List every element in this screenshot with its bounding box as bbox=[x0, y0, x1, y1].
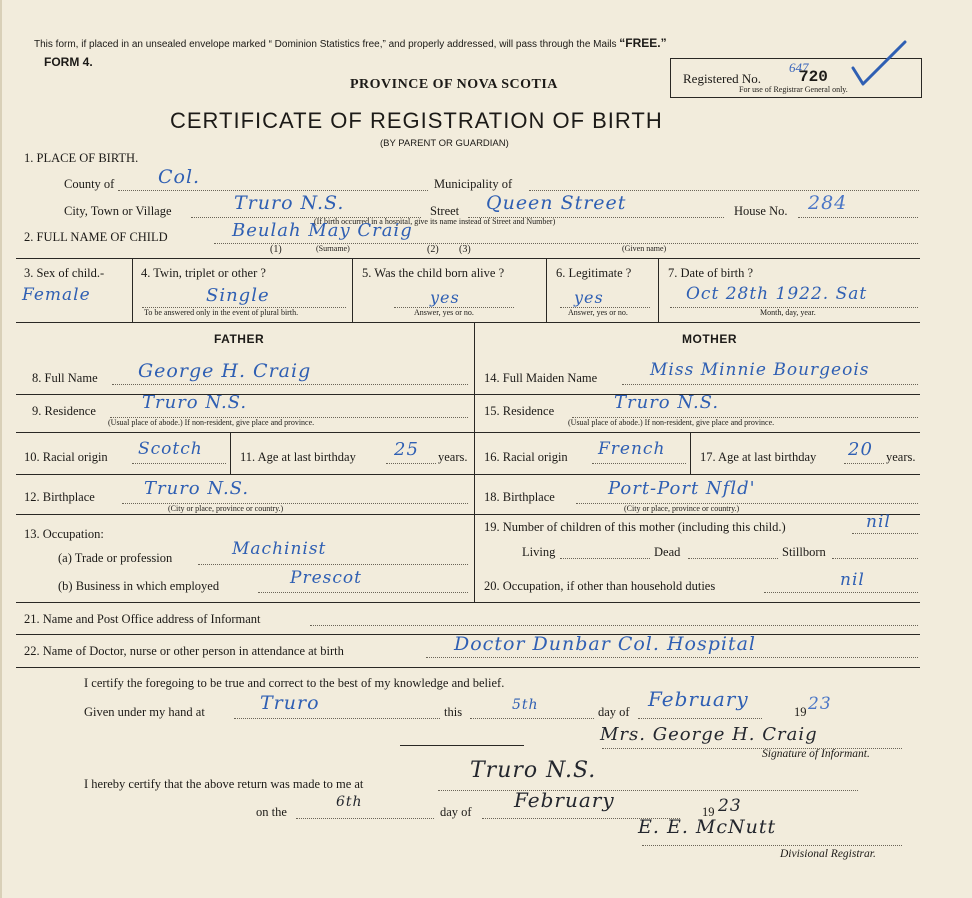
row-22-bottom-border bbox=[16, 667, 920, 668]
street-value: Queen Street bbox=[486, 192, 627, 214]
row-10-bottom-border bbox=[16, 474, 920, 475]
mother-residence-label: 15. Residence bbox=[484, 404, 555, 418]
father-birthplace-value: Truro N.S. bbox=[144, 478, 250, 499]
living-label: Living bbox=[522, 545, 556, 559]
twin-value: Single bbox=[206, 285, 270, 306]
informant-signature-label: Signature of Informant. bbox=[762, 748, 870, 760]
mother-racial-label: 16. Racial origin bbox=[484, 450, 568, 464]
date-of-birth-label: 7. Date of birth ? bbox=[668, 266, 754, 280]
on-day-line bbox=[296, 818, 434, 819]
living-line bbox=[560, 558, 650, 559]
mother-age-label: 17. Age at last birthday bbox=[700, 450, 817, 464]
mother-occupation-label: 20. Occupation, if other than household duties bbox=[484, 579, 716, 593]
street-note: (If birth occurred in a hospital, give its name instead of Street and Number) bbox=[314, 217, 556, 226]
father-residence-note: (Usual place of abode.) If non-resident, give place and province. bbox=[108, 418, 315, 427]
registrar-label: Divisional Registrar. bbox=[780, 848, 876, 860]
on-month-value: February bbox=[514, 788, 615, 812]
form-number: FORM 4. bbox=[44, 55, 93, 69]
father-years-label: years. bbox=[438, 450, 468, 464]
given-place-line bbox=[234, 718, 440, 719]
dead-label: Dead bbox=[654, 545, 681, 559]
father-business-value: Prescot bbox=[290, 568, 362, 588]
given-month-value: February bbox=[648, 687, 749, 711]
stillborn-label: Stillborn bbox=[782, 545, 826, 559]
this-label: this bbox=[444, 705, 463, 719]
father-heading: FATHER bbox=[214, 332, 265, 346]
father-age-label: 11. Age at last birthday bbox=[240, 450, 356, 464]
father-trade-line bbox=[198, 564, 468, 565]
father-birthplace-label: 12. Birthplace bbox=[24, 490, 95, 504]
province-heading: PROVINCE OF NOVA SCOTIA bbox=[350, 77, 558, 92]
county-line bbox=[118, 190, 428, 191]
given-under-label: Given under my hand at bbox=[84, 705, 205, 719]
mother-name-value: Miss Minnie Bourgeois bbox=[650, 360, 870, 380]
born-alive-value: yes bbox=[430, 288, 460, 307]
registrar-signature: E. E. McNutt bbox=[638, 816, 777, 838]
legitimate-value: yes bbox=[574, 288, 604, 307]
mail-notice bbox=[34, 37, 667, 50]
father-trade-label: (a) Trade or profession bbox=[58, 551, 173, 565]
mother-age-value: 20 bbox=[848, 439, 873, 460]
twin-note: To be answered only in the event of plural birth. bbox=[144, 308, 299, 317]
mail-notice-text: This form, if placed in an unsealed envelope marked “ Dominion Statistics free,” and properly addressed, will pass through the Mails bbox=[34, 39, 620, 50]
mother-heading: MOTHER bbox=[682, 332, 737, 346]
father-age-value: 25 bbox=[394, 439, 419, 460]
county-value: Col. bbox=[158, 166, 201, 188]
stillborn-line bbox=[832, 558, 918, 559]
mother-occupation-line bbox=[764, 592, 918, 593]
child-name-mark-1: (1) bbox=[270, 244, 282, 255]
surname-note: (Surname) bbox=[316, 244, 350, 253]
municipality-label: Municipality of bbox=[434, 177, 513, 191]
municipality-line bbox=[529, 190, 919, 191]
place-of-birth-label: 1. PLACE OF BIRTH. bbox=[24, 151, 139, 165]
date-of-birth-note: Month, day, year. bbox=[760, 308, 816, 317]
certify-statement: I certify the foregoing to be true and correct to the best of my knowledge and belief. bbox=[84, 676, 505, 690]
mother-children-line bbox=[852, 533, 918, 534]
given-day-line bbox=[470, 718, 594, 719]
row-3-bottom-border bbox=[16, 322, 920, 323]
informant-line bbox=[310, 625, 918, 626]
given-day-of-label: day of bbox=[598, 705, 630, 719]
mother-residence-value: Truro N.S. bbox=[614, 392, 720, 413]
mother-racial-divider bbox=[690, 432, 691, 474]
doctor-value: Doctor Dunbar Col. Hospital bbox=[454, 633, 756, 655]
father-age-line bbox=[386, 463, 436, 464]
mother-children-value: nil bbox=[866, 512, 891, 532]
doctor-line bbox=[426, 657, 918, 658]
legitimate-note: Answer, yes or no. bbox=[568, 308, 628, 317]
county-label: County of bbox=[64, 177, 115, 191]
given-month-line bbox=[638, 718, 762, 719]
hereby-certify-statement: I hereby certify that the above return was made to me at bbox=[84, 777, 364, 791]
registrar-general-note: For use of Registrar General only. bbox=[739, 85, 848, 94]
mother-occupation-value: nil bbox=[840, 570, 865, 590]
father-trade-value: Machinist bbox=[232, 539, 327, 559]
registered-number-overwrite: 647 bbox=[789, 60, 809, 75]
sex-value: Female bbox=[22, 285, 91, 305]
row-3-divider-4 bbox=[658, 258, 659, 322]
seal-line bbox=[400, 745, 524, 746]
date-of-birth-value: Oct 28th 1922. Sat bbox=[686, 284, 868, 304]
father-racial-value: Scotch bbox=[138, 439, 203, 459]
row-12-bottom-border bbox=[16, 514, 920, 515]
on-day-value: 6th bbox=[336, 794, 363, 810]
row-3-divider-2 bbox=[352, 258, 353, 322]
father-business-label: (b) Business in which employed bbox=[58, 579, 220, 593]
child-name-label: 2. FULL NAME OF CHILD bbox=[24, 230, 168, 244]
mother-birthplace-note: (City or place, province or country.) bbox=[624, 504, 740, 513]
mother-birthplace-label: 18. Birthplace bbox=[484, 490, 555, 504]
blue-checkmark-icon bbox=[847, 38, 911, 94]
mother-racial-line bbox=[592, 463, 686, 464]
on-year-value: 23 bbox=[718, 796, 742, 816]
father-name-label: 8. Full Name bbox=[32, 371, 98, 385]
father-occupation-label: 13. Occupation: bbox=[24, 527, 104, 541]
city-label: City, Town or Village bbox=[64, 204, 172, 218]
city-value: Truro N.S. bbox=[234, 192, 345, 214]
given-day-value: 5th bbox=[512, 697, 539, 713]
child-name-value: Beulah May Craig bbox=[232, 220, 413, 241]
mother-name-line bbox=[622, 384, 918, 385]
dead-line bbox=[688, 558, 778, 559]
informant-signature: Mrs. George H. Craig bbox=[600, 724, 818, 745]
father-racial-label: 10. Racial origin bbox=[24, 450, 108, 464]
given-name-note: (Given name) bbox=[622, 244, 667, 253]
father-racial-line bbox=[132, 463, 226, 464]
house-number-line bbox=[798, 217, 918, 218]
born-alive-label: 5. Was the child born alive ? bbox=[362, 266, 505, 280]
father-name-value: George H. Craig bbox=[138, 360, 312, 382]
row-3-divider-1 bbox=[132, 258, 133, 322]
row-13-bottom-border bbox=[16, 602, 920, 603]
twin-label: 4. Twin, triplet or other ? bbox=[141, 266, 266, 280]
registered-number: 720 bbox=[799, 68, 828, 86]
row-3-top-border bbox=[16, 258, 920, 259]
doctor-label: 22. Name of Doctor, nurse or other person in attendance at birth bbox=[24, 644, 344, 658]
mother-years-label: years. bbox=[886, 450, 916, 464]
mother-children-label: 19. Number of children of this mother (including this child.) bbox=[484, 520, 786, 534]
house-number-label: House No. bbox=[734, 204, 788, 218]
certificate-subtitle: (BY PARENT OR GUARDIAN) bbox=[380, 138, 509, 149]
father-residence-value: Truro N.S. bbox=[142, 392, 248, 413]
certificate-title: CERTIFICATE OF REGISTRATION OF BIRTH bbox=[170, 108, 663, 133]
registered-label: Registered No. bbox=[683, 71, 761, 86]
mother-racial-value: French bbox=[598, 439, 666, 459]
on-day-of-label: day of bbox=[440, 805, 472, 819]
given-year-value: 23 bbox=[808, 694, 832, 714]
father-racial-divider bbox=[230, 432, 231, 474]
father-business-line bbox=[258, 592, 468, 593]
column-divider bbox=[474, 322, 475, 602]
mother-age-line bbox=[844, 463, 884, 464]
row-3-divider-3 bbox=[546, 258, 547, 322]
given-year-prefix: 19 bbox=[794, 705, 807, 719]
mother-birthplace-value: Port-Port Nfld' bbox=[608, 478, 756, 499]
registrar-signature-line bbox=[642, 845, 902, 846]
street-label: Street bbox=[430, 204, 460, 218]
born-alive-note: Answer, yes or no. bbox=[414, 308, 474, 317]
hereby-place-value: Truro N.S. bbox=[470, 758, 597, 783]
child-name-mark-2: (2) bbox=[427, 244, 439, 255]
mother-residence-note: (Usual place of abode.) If non-resident, give place and province. bbox=[568, 418, 775, 427]
child-name-mark-3: (3) bbox=[459, 244, 471, 255]
on-year-prefix: 19 bbox=[702, 805, 715, 819]
mail-notice-free: “FREE.” bbox=[619, 36, 667, 50]
hereby-place-line bbox=[438, 790, 858, 791]
mother-name-label: 14. Full Maiden Name bbox=[484, 371, 598, 385]
on-the-label: on the bbox=[256, 805, 287, 819]
father-residence-label: 9. Residence bbox=[32, 404, 96, 418]
father-birthplace-note: (City or place, province or country.) bbox=[168, 504, 284, 513]
row-9-bottom-border bbox=[16, 432, 920, 433]
given-place-value: Truro bbox=[260, 692, 320, 714]
father-name-line bbox=[112, 384, 468, 385]
sex-label: 3. Sex of child.- bbox=[24, 266, 105, 280]
house-number-value: 284 bbox=[808, 192, 848, 214]
informant-label: 21. Name and Post Office address of Informant bbox=[24, 612, 261, 626]
legitimate-label: 6. Legitimate ? bbox=[556, 266, 632, 280]
